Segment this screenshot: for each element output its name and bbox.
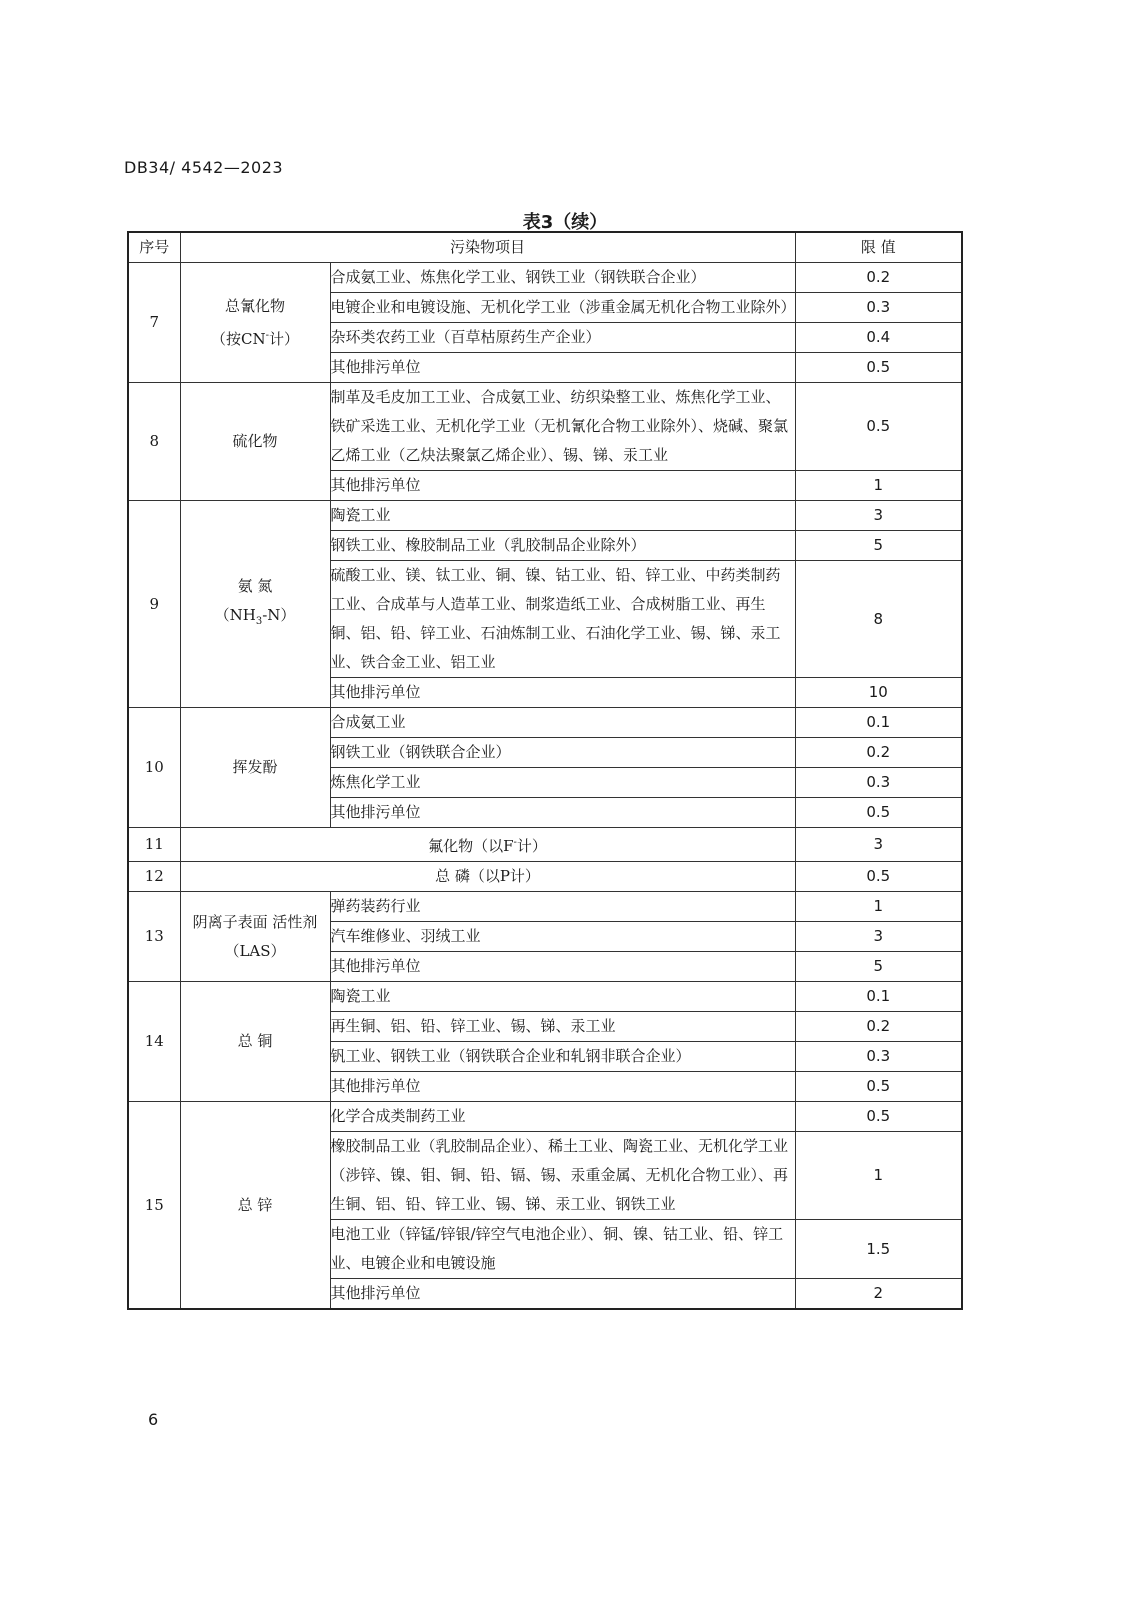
- industry-cell: 杂环类农药工业（百草枯原药生产企业）: [330, 323, 795, 353]
- pollutant-name: 总氰化物: [224, 296, 285, 315]
- pollutant-name-cell: 氟化物（以F-计）: [180, 828, 795, 862]
- table-row: [128, 892, 962, 922]
- industry-cell: 合成氨工业、炼焦化学工业、钢铁工业（钢铁联合企业）: [330, 263, 795, 293]
- table-row: [128, 501, 962, 531]
- industry-cell: 制革及毛皮加工工业、合成氨工业、纺织染整工业、炼焦化学工业、铁矿采选工业、无机化学工业（无机氰化合物工业除外）、烧碱、聚氯乙烯工业（乙炔法聚氯乙烯企业）、锡、锑、汞工业: [330, 383, 795, 471]
- seq-cell: 7: [128, 263, 180, 383]
- industry-cell: 硫酸工业、镁、钛工业、铜、镍、钴工业、铅、锌工业、中药类制药工业、合成革与人造革工业、制浆造纸工业、合成树脂工业、再生铜、铝、铅、锌工业、石油炼制工业、石油化学工业、锡、锑、汞工业、铁合金工业、铝工业: [330, 561, 795, 678]
- industry-cell: 钢铁工业（钢铁联合企业）: [330, 738, 795, 768]
- limit-value-cell: 0.1: [795, 708, 962, 738]
- limit-value-cell: 3: [795, 828, 962, 862]
- seq-cell: 13: [128, 892, 180, 982]
- pollutant-name-cell: 总 磷（以P计）: [180, 862, 795, 892]
- table-row: [128, 862, 962, 892]
- table-row: [128, 828, 962, 862]
- limit-value-cell: 0.5: [795, 798, 962, 828]
- pollutant-name-cell: 挥发酚: [180, 708, 330, 828]
- industry-cell: 汽车维修业、羽绒工业: [330, 922, 795, 952]
- pollutant-name-cell: [180, 892, 330, 982]
- industry-cell: 弹药装药行业: [330, 892, 795, 922]
- industry-cell: 其他排污单位: [330, 353, 795, 383]
- seq-cell: 10: [128, 708, 180, 828]
- standard-code: DB34/ 4542—2023: [124, 158, 284, 177]
- limit-value-cell: 5: [795, 531, 962, 561]
- industry-cell: 合成氨工业: [330, 708, 795, 738]
- limit-value-cell: 0.3: [795, 293, 962, 323]
- industry-cell: 钢铁工业、橡胶制品工业（乳胶制品企业除外）: [330, 531, 795, 561]
- seq-cell: 15: [128, 1102, 180, 1310]
- industry-cell: 陶瓷工业: [330, 501, 795, 531]
- industry-cell: 其他排污单位: [330, 798, 795, 828]
- table-caption: 表3（续）: [522, 212, 608, 233]
- col-header-item: 污染物项目: [180, 232, 795, 263]
- industry-cell: 其他排污单位: [330, 952, 795, 982]
- table-header-row: [128, 232, 962, 263]
- limit-value-cell: 5: [795, 952, 962, 982]
- col-header-limit: 限 值: [795, 232, 962, 263]
- limit-value-cell: 0.5: [795, 1102, 962, 1132]
- pollutant-name-cell: 硫化物: [180, 383, 330, 501]
- industry-cell: 其他排污单位: [330, 1072, 795, 1102]
- industry-cell: 其他排污单位: [330, 471, 795, 501]
- limit-value-cell: 8: [795, 561, 962, 678]
- industry-cell: 其他排污单位: [330, 678, 795, 708]
- pollutant-basis: （LAS）: [224, 941, 286, 960]
- table-row: [128, 708, 962, 738]
- industry-cell: 电池工业（锌锰/锌银/锌空气电池企业）、铜、镍、钴工业、铅、锌工业、电镀企业和电镀设施: [330, 1220, 795, 1279]
- limit-value-cell: 2: [795, 1279, 962, 1310]
- pollutant-name-cell: 总 铜: [180, 982, 330, 1102]
- limit-value-cell: 0.5: [795, 862, 962, 892]
- seq-cell: 8: [128, 383, 180, 501]
- pollutant-basis: $(NH_3-N)$: [214, 606, 296, 627]
- limit-value-cell: 1: [795, 1132, 962, 1220]
- pollutant-name-cell: 总 锌: [180, 1102, 330, 1310]
- pollutant-name-cell: [180, 263, 330, 383]
- seq-cell: 9: [128, 501, 180, 708]
- pollutant-limits-table: [127, 231, 963, 1310]
- page-number: 6: [148, 1410, 159, 1429]
- table-row: [128, 1102, 962, 1132]
- limit-value-cell: 0.1: [795, 982, 962, 1012]
- seq-cell: 11: [128, 828, 180, 862]
- limit-value-cell: 0.3: [795, 768, 962, 798]
- table-row: [128, 982, 962, 1012]
- industry-cell: 陶瓷工业: [330, 982, 795, 1012]
- col-header-seq: 序号: [128, 232, 180, 263]
- pollutant-basis: （按CN-计）: [210, 329, 299, 348]
- limit-value-cell: 1: [795, 892, 962, 922]
- limit-value-cell: 0.4: [795, 323, 962, 353]
- limit-value-cell: 0.2: [795, 1012, 962, 1042]
- limit-value-cell: 1: [795, 471, 962, 501]
- industry-cell: 化学合成类制药工业: [330, 1102, 795, 1132]
- limit-value-cell: 0.5: [795, 353, 962, 383]
- limit-value-cell: 3: [795, 501, 962, 531]
- pollutant-name: 阴离子表面 活性剂: [192, 912, 318, 931]
- limit-value-cell: 0.5: [795, 1072, 962, 1102]
- limit-value-cell: 0.3: [795, 1042, 962, 1072]
- industry-cell: 钒工业、钢铁工业（钢铁联合企业和轧钢非联合企业）: [330, 1042, 795, 1072]
- limit-value-cell: 1.5: [795, 1220, 962, 1279]
- table-row: [128, 383, 962, 471]
- industry-cell: 其他排污单位: [330, 1279, 795, 1310]
- limit-value-cell: 10: [795, 678, 962, 708]
- limit-value-cell: 0.2: [795, 263, 962, 293]
- limit-value-cell: 0.2: [795, 738, 962, 768]
- industry-cell: 再生铜、铝、铅、锌工业、锡、锑、汞工业: [330, 1012, 795, 1042]
- industry-cell: 电镀企业和电镀设施、无机化学工业（涉重金属无机化合物工业除外）: [330, 293, 795, 323]
- limit-value-cell: 0.5: [795, 383, 962, 471]
- seq-cell: 14: [128, 982, 180, 1102]
- pollutant-name: 氨 氮: [237, 577, 273, 595]
- industry-cell: 橡胶制品工业（乳胶制品企业）、稀土工业、陶瓷工业、无机化学工业（涉锌、镍、钼、铜、铅、镉、锡、汞重金属、无机化合物工业）、再生铜、铝、铅、锌工业、锡、锑、汞工业、钢铁工业: [330, 1132, 795, 1220]
- seq-cell: 12: [128, 862, 180, 892]
- pollutant-name-cell: [180, 501, 330, 708]
- table-row: [128, 263, 962, 293]
- industry-cell: 炼焦化学工业: [330, 768, 795, 798]
- limit-value-cell: 3: [795, 922, 962, 952]
